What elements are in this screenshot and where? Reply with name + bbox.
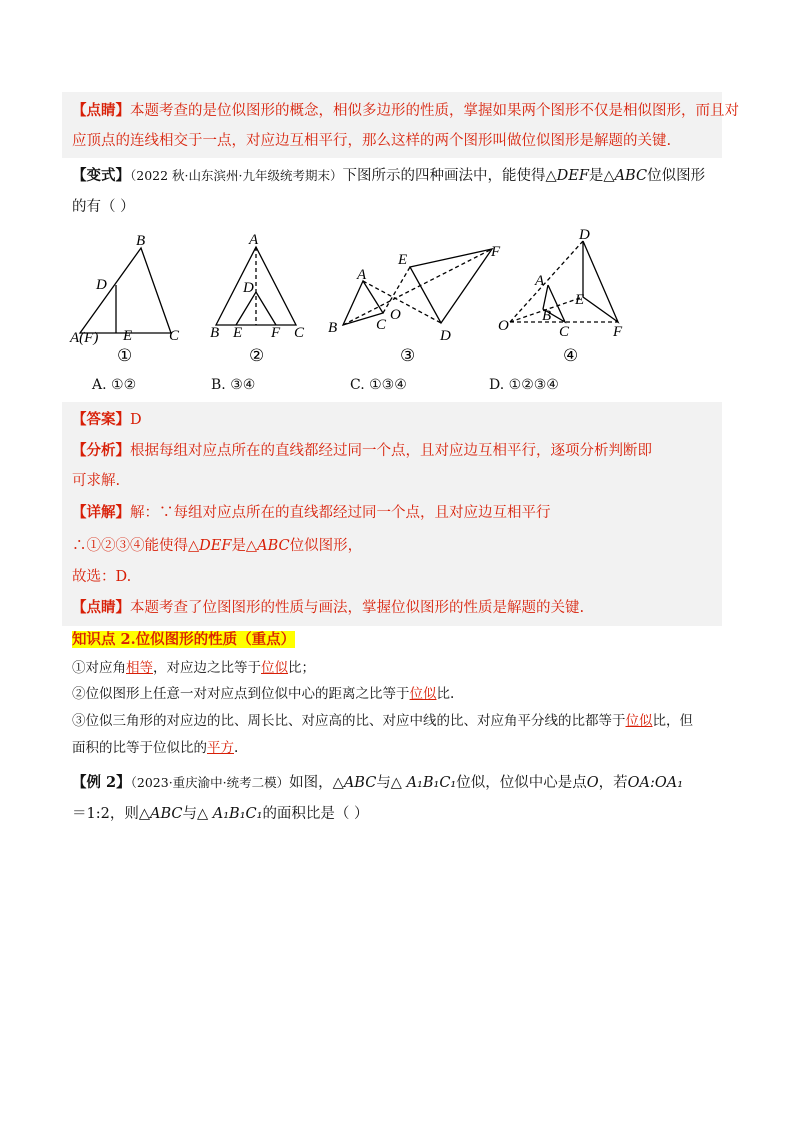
bianshi-line-2: 的有（ ） (72, 199, 135, 215)
dianjing-1-tag: 【点睛】 (72, 102, 130, 119)
answer-line (72, 410, 142, 430)
answer-tag: 【答案】 (72, 411, 130, 428)
option-a[interactable]: A. ①② (92, 377, 137, 393)
fig4-number: ④ (563, 346, 579, 365)
fig1-label-b: B (136, 233, 146, 249)
option-d[interactable]: D. ①②③④ (489, 377, 559, 393)
knowledge-p1: ①对应角相等，对应边之比等于位似比； (72, 660, 315, 676)
knowledge-p2: ②位似图形上任意一对对应点到位似中心的距离之比等于位似比. (72, 686, 455, 702)
fig4-label-e: E (575, 292, 585, 308)
fig2-number: ② (249, 346, 265, 365)
fig1-label-e: E (123, 328, 133, 344)
bianshi-line-1: 【变式】（2022 秋·山东滨州·九年级统考期末）下图所示的四种画法中，能使得△DEF是△ABC位似图形 (72, 167, 706, 184)
example2-line-2: ＝1:2，则△ABC与△ A₁B₁C₁的面积比是（ ） (72, 806, 369, 822)
knowledge-title: 知识点 2.位似图形的性质（重点） (72, 631, 296, 648)
detail-tag: 【详解】 (72, 504, 130, 521)
fig3-label-o: O (390, 307, 401, 323)
dianjing-1-line-2: 应顶点的连线相交于一点，对应边互相平行，那么这样的两个图形叫做位似图形是解题的关键. (72, 133, 672, 149)
figures-svg (60, 225, 660, 370)
fig1-label-af: A(F) (70, 330, 99, 346)
fig1-triangle (80, 248, 171, 333)
dianjing-2-tag: 【点睛】 (72, 599, 130, 616)
fig4-label-o: O (498, 318, 509, 334)
fig3-dash-bf (343, 249, 492, 325)
bianshi-source: （2022 秋·山东滨州·九年级统考期末） (130, 168, 343, 183)
fig1-label-d: D (96, 277, 107, 293)
example2-source: （2023·重庆渝中·统考二模） (130, 775, 290, 790)
dianjing-2-line: 【点睛】本题考查了位图图形的性质与画法，掌握位似图形的性质是解题的关键. (72, 599, 585, 616)
fig3-label-f: F (491, 244, 501, 260)
fig3-label-a: A (357, 267, 367, 283)
option-c[interactable]: C. ①③④ (350, 377, 407, 393)
fig1-number: ① (117, 346, 133, 365)
bianshi-tag: 【变式】 (72, 167, 130, 184)
detail-line-1: 【详解】解：∵每组对应点所在的直线都经过同一个点，且对应边互相平行 (72, 504, 551, 521)
fig3-label-b: B (328, 320, 338, 336)
fig4-label-b: B (542, 308, 552, 324)
example2-tag: 【例 2】 (72, 774, 131, 791)
fig2-label-e: E (233, 325, 243, 341)
fig3-large-triangle (410, 249, 492, 323)
knowledge-p4: 面积的比等于位似比的平方. (72, 740, 239, 756)
fig3-label-d: D (440, 328, 451, 344)
fig1-label-c: C (169, 328, 180, 344)
fig3-label-e: E (398, 252, 408, 268)
fig3-number: ③ (400, 346, 416, 365)
fig2-label-a: A (249, 232, 259, 248)
fig4-label-f: F (613, 324, 623, 340)
fig2-label-b: B (210, 325, 220, 341)
dianjing-1-line-1: 【点睛】本题考查的是位似图形的概念，相似多边形的性质，掌握如果两个图形不仅是相似图形，而且对 (72, 102, 739, 119)
answer-value: D (130, 412, 142, 428)
knowledge-p3: ③位似三角形的对应边的比、周长比、对应高的比、对应中线的比、对应角平分线的比都等于位似比，但 (72, 713, 693, 729)
analysis-tag: 【分析】 (72, 442, 130, 459)
detail-line-3: 故选：D. (72, 569, 132, 585)
fig4-large-triangle (583, 241, 618, 322)
fig2-label-d: D (243, 280, 254, 296)
detail-line-2: ∴①②③④能使得△DEF是△ABC位似图形， (72, 538, 363, 554)
fig1-de (104, 287, 116, 333)
analysis-line-1: 【分析】根据每组对应点所在的直线都经过同一个点，且对应边互相平行，逐项分析判断即 (72, 442, 652, 459)
fig4-label-d: D (579, 227, 590, 243)
analysis-line-2: 可求解. (72, 473, 121, 489)
fig2-label-c: C (294, 325, 305, 341)
example2-line-1: 【例 2】（2023·重庆渝中·统考二模）如图，△ABC与△ A₁B₁C₁位似，位似中心是点O，若OA:OA₁ (72, 774, 684, 791)
option-b[interactable]: B. ③④ (211, 377, 256, 393)
fig2-label-f: F (271, 325, 281, 341)
fig3-label-c: C (376, 317, 387, 333)
fig4-label-a: A (535, 273, 545, 289)
fig4-label-c: C (559, 324, 570, 340)
